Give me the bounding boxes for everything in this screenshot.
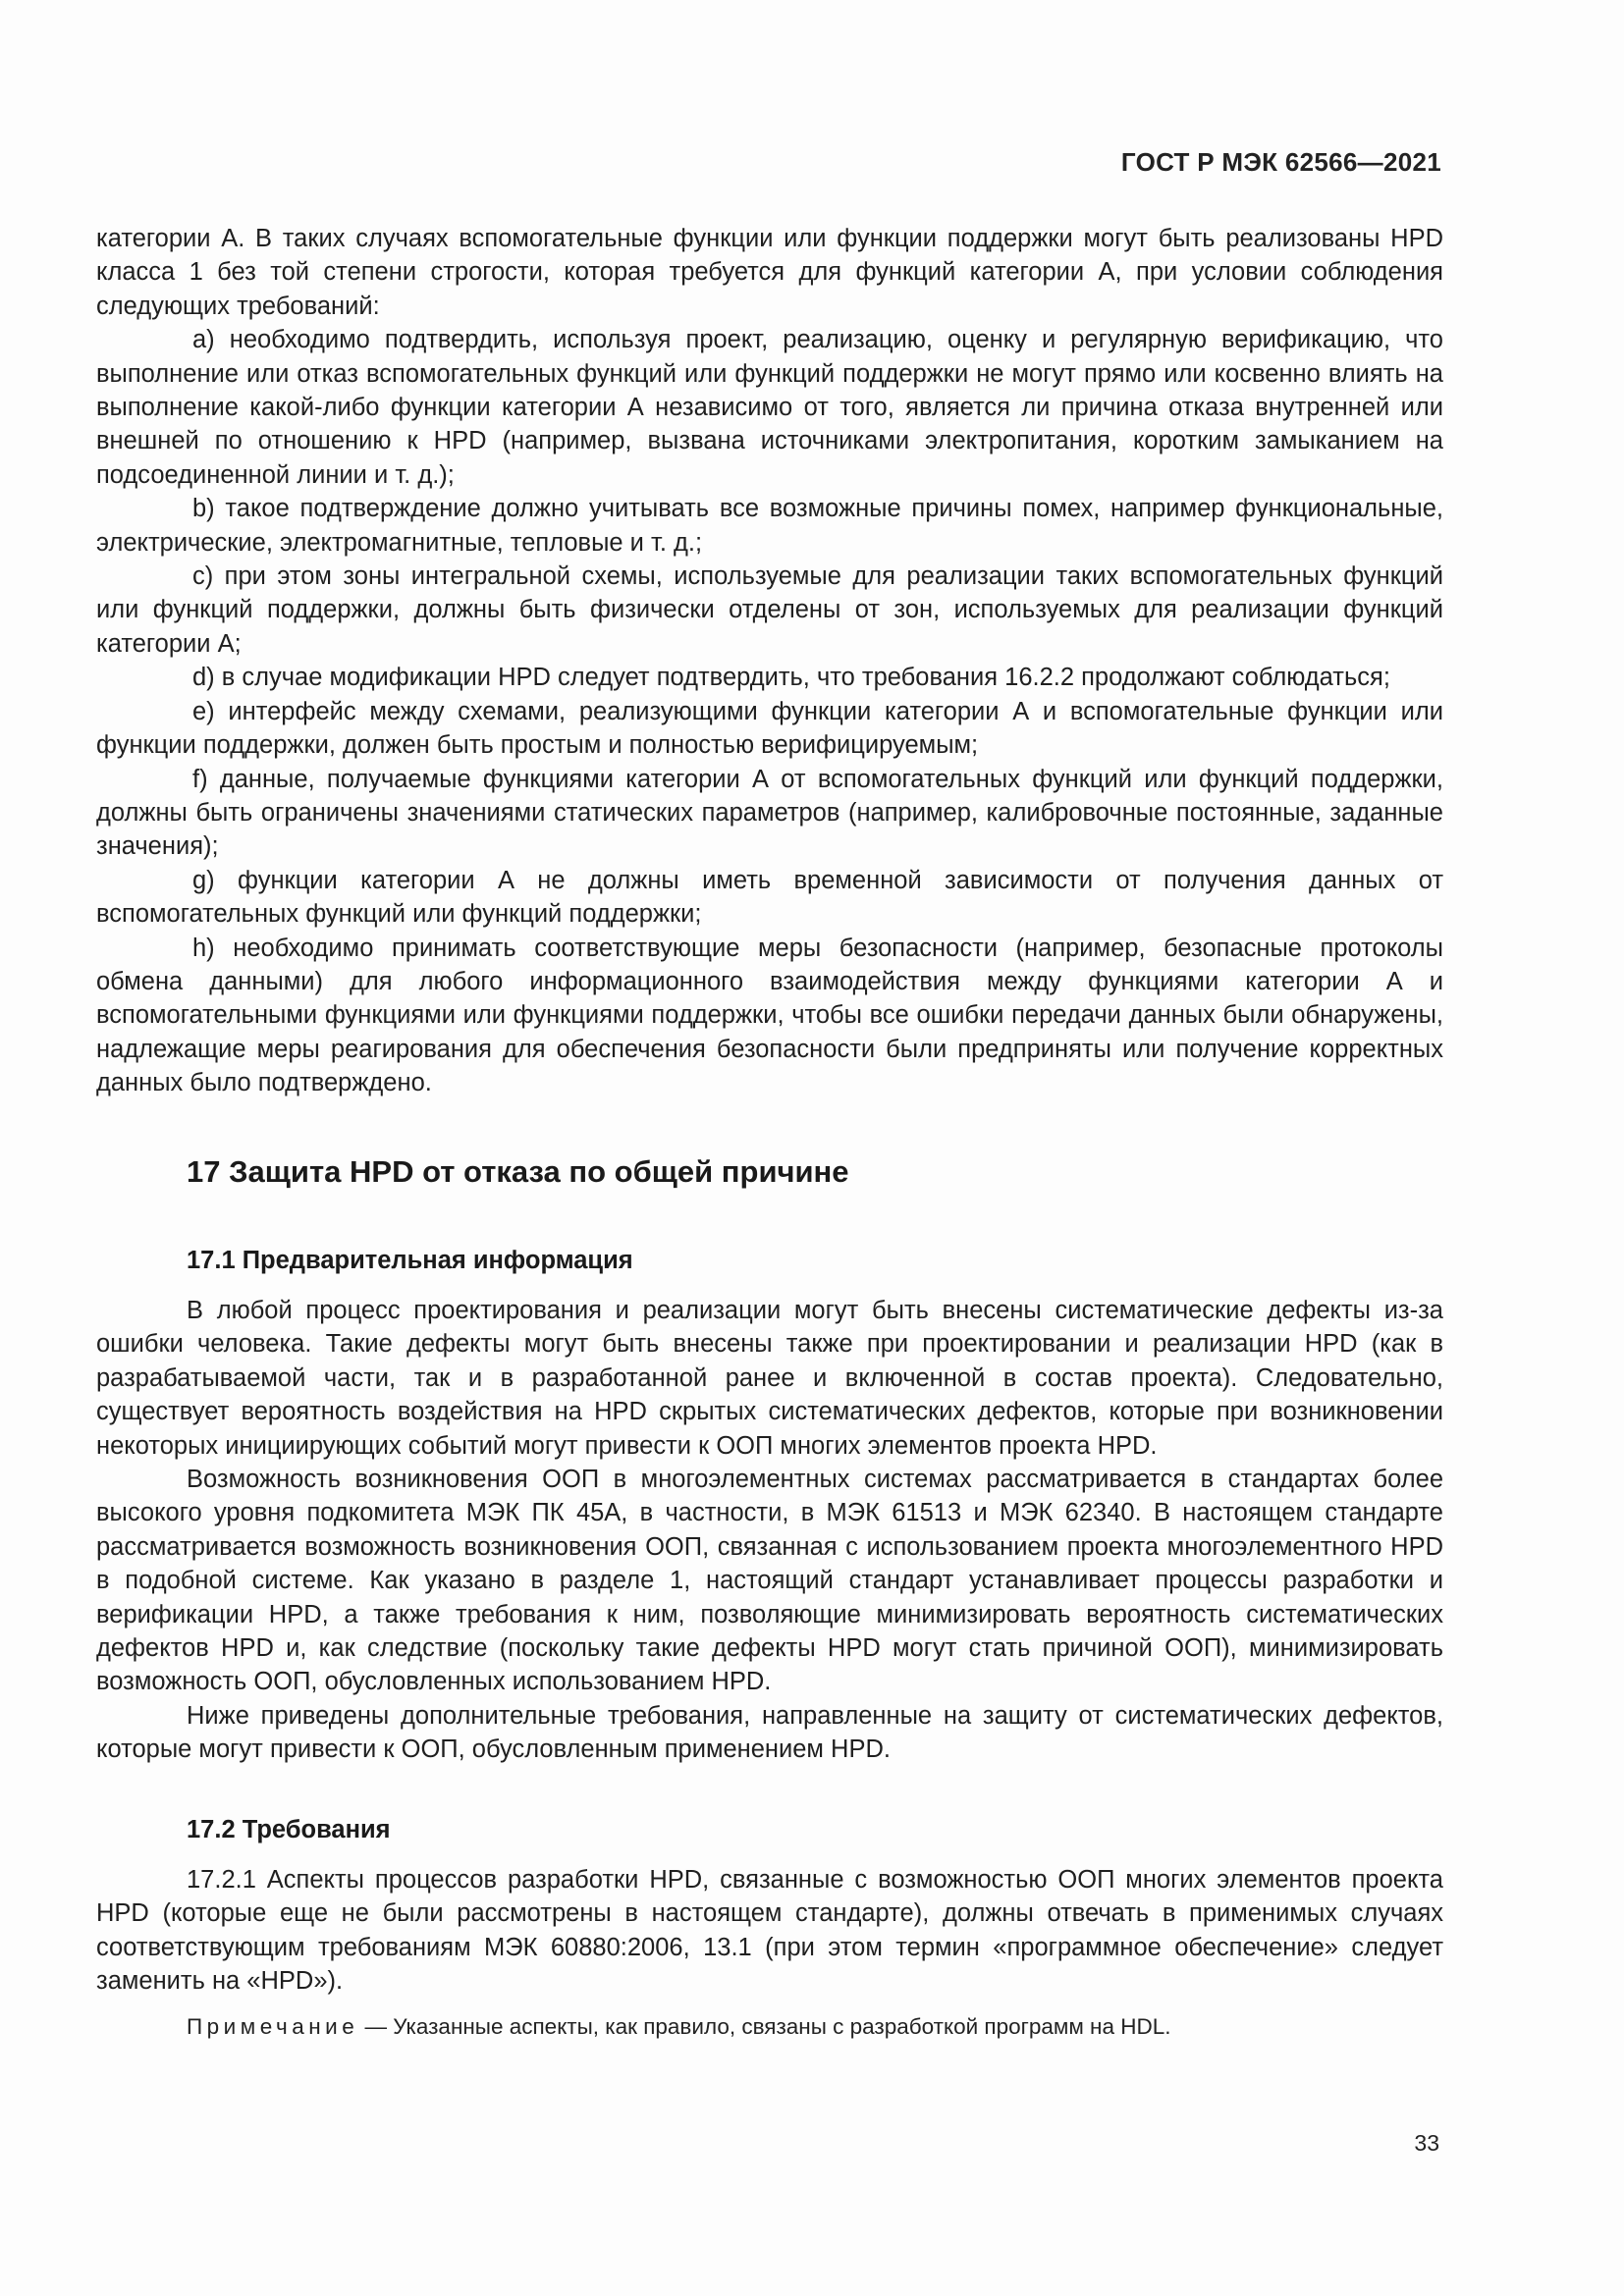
note-text: — Указанные аспекты, как правило, связаны с разработкой программ на HDL. — [358, 2014, 1171, 2039]
paragraph: Возможность возникновения ООП в многоэлементных системах рассматривается в стандартах более высокого уровня подкомитета МЭК ПК 45А, в частности, в МЭК 61513 и МЭК 62340. В настоящем стандарте рассматривается возможность возникновения ООП, связанная с использованием проекта многоэлементного HPD в подобной системе. Как указано в разделе 1, настоящий стандарт устанавливает процессы разработки и верификации HPD, а также требования к ним, позволяющие минимизировать вероятность систематических дефектов HPD и, как следствие (поскольку такие дефекты HPD могут стать причиной ООП), минимизировать возможность ООП, обусловленных использованием HPD. — [96, 1466, 1443, 1696]
section-17-title: 17 Защита HPD от отказа по общей причине — [187, 1154, 849, 1189]
paragraph: 17.2.1 Аспекты процессов разработки HPD, связанные с возможностью ООП многих элементов проекта HPD (которые еще не были рассмотрены в настоящем стандарте), должны отвечать в применимых случаях соответствующим требованиям МЭК 60880:2006, 13.1 (при этом термин «программное обеспечение» следует заменить на «HPD»). — [96, 1866, 1443, 1996]
list-item-c: c) при этом зоны интегральной схемы, используемые для реализации таких вспомогательных функций или функций поддержки, должны быть физически отделены от зон, используемых для реализации функций категории А; — [96, 562, 1443, 658]
list-item-d: d) в случае модификации HPD следует подтвердить, что требования 16.2.2 продолжают соблюдаться; — [192, 664, 1390, 692]
note-label: Примечание — [187, 2014, 359, 2039]
subsection-17-2-title: 17.2 Требования — [187, 1816, 391, 1843]
intro-paragraph: категории А. В таких случаях вспомогательные функции или функции поддержки могут быть реализованы HPD класса 1 без той степени строгости, которая требуется для функций категории А, при условии соблюдения следующих требований: — [96, 225, 1443, 320]
subsection-17-1-text — [96, 1294, 1443, 1767]
requirements-text — [96, 222, 1443, 1100]
page-number: 33 — [1414, 2130, 1439, 2156]
paragraph: В любой процесс проектирования и реализации могут быть внесены систематические дефекты из-за ошибки человека. Такие дефекты могут быть внесены также при проектировании и реализации HPD (как в разрабатываемой части, так и в разработанной ранее и включенной в состав проекта). Следовательно, существует вероятность воздействия на HPD скрытых систематических дефектов, которые при возникновении некоторых инициирующих событий могут привести к ООП многих элементов проекта HPD. — [96, 1297, 1443, 1460]
list-item-a: а) необходимо подтвердить, используя проект, реализацию, оценку и регулярную верификацию, что выполнение или отказ вспомогательных функций или функций поддержки не могут прямо или косвенно влиять на выполнение какой-либо функции категории А независимо от того, является ли причина отказа внутренней или внешней по отношению к HPD (например, вызвана источниками электропитания, коротким замыканием на подсоединенной линии и т. д.); — [96, 326, 1443, 489]
list-item-e: e) интерфейс между схемами, реализующими функции категории А и вспомогательные функции или функции поддержки, должен быть простым и полностью верифицируемым; — [96, 697, 1443, 760]
subsection-17-1-title: 17.1 Предварительная информация — [187, 1247, 633, 1274]
subsection-17-2-text — [96, 1863, 1443, 1999]
list-item-b: b) такое подтверждение должно учитывать все возможные причины помех, например функциональные, электрические, электромагнитные, тепловые и т. д.; — [96, 495, 1443, 557]
list-item-f: f) данные, получаемые функциями категории А от вспомогательных функций или функций поддержки, должны быть ограничены значениями статических параметров (например, калибровочные постоянные, заданные значения); — [96, 765, 1443, 861]
list-item-g: g) функции категории А не должны иметь временной зависимости от получения данных от вспомогательных функций или функций поддержки; — [96, 866, 1443, 929]
note — [187, 2014, 1171, 2040]
list-item-h: h) необходимо принимать соответствующие меры безопасности (например, безопасные протоколы обмена данными) для любого информационного взаимодействия между функциями категории А и вспомогательными функциями или функциями поддержки, чтобы все ошибки передачи данных были обнаружены, надлежащие меры реагирования для обеспечения безопасности были предприняты или получение корректных данных было подтверждено. — [96, 934, 1443, 1097]
paragraph: Ниже приведены дополнительные требования, направленные на защиту от систематических дефектов, которые могут привести к ООП, обусловленным применением HPD. — [96, 1701, 1443, 1764]
document-header: ГОСТ Р МЭК 62566—2021 — [1120, 147, 1441, 177]
